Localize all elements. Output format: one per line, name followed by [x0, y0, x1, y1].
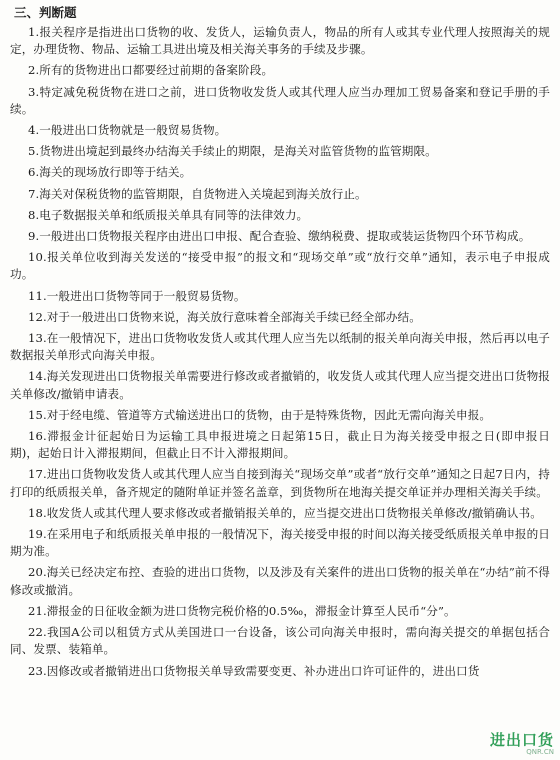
question-item: 16.滞报金计征起始日为运输工具申报进境之日起第15日，截止日为海关接受申报之日(即申报日期)，起始日计入滞报期间，但截止日不计入滞报期间。 [10, 429, 550, 461]
question-item: 23.因修改或者撤销进出口货物报关单导致需要变更、补办进出口许可证件的，进出口货 [28, 663, 480, 678]
question-item: 18.收发货人或其代理人要求修改或者撤销报关单的，应当提交进出口货物报关单修改/撤销确认书。 [28, 505, 542, 520]
question-item: 21.滞报金的日征收金额为进口货物完税价格的0.5‰，滞报金计算至人民币“分”。 [28, 603, 456, 618]
question-item: 8.电子数据报关单和纸质报关单具有同等的法律效力。 [28, 207, 309, 222]
watermark-url: QNR.CN [526, 748, 554, 756]
question-item: 4.一般进出口货物就是一般贸易货物。 [28, 123, 227, 138]
question-item: 14.海关发现进出口货物报关单需要进行修改或者撤销的，收发货人或其代理人应当提交进出口货物报关单修改/撤销申请表。 [10, 369, 550, 401]
question-item: 20.海关已经决定布控、查验的进出口货物，以及涉及有关案件的进出口货物的报关单在“办结”前不得修改或撤消。 [10, 565, 550, 597]
question-item: 1.报关程序是指进出口货物的收、发货人，运输负责人，物品的所有人或其专业代理人按照海关的规定，办理货物、物品、运输工具进出境及相关海关事务的手续及步骤。 [10, 25, 550, 57]
question-item: 13.在一般情况下，进出口货物收发货人或其代理人应当先以纸制的报关单向海关申报，然后再以电子数据报关单形式向海关申报。 [10, 331, 550, 363]
question-item: 17.进出口货物收发货人或其代理人应当自接到海关“现场交单”或者“放行交单”通知之日起7日内，持打印的纸质报关单，备齐规定的随附单证并签名盖章，到货物所在地海关提交单证并办理相关海关手续。 [10, 467, 550, 499]
question-item: 7.海关对保税货物的监管期限，自货物进入关境起到海关放行止。 [28, 186, 367, 201]
question-item: 3.特定减免税货物在进口之前，进口货物收发货人或其代理人应当办理加工贸易备案和登记手册的手续。 [10, 84, 550, 116]
site-watermark [490, 729, 554, 756]
section-title: 三、判断题 [14, 5, 77, 20]
question-item: 10.报关单位收到海关发送的“接受申报”的报文和“现场交单”或“放行交单”通知，表示电子申报成功。 [10, 250, 550, 282]
question-item: 22.我国A公司以租赁方式从美国进口一台设备，该公司向海关申报时，需向海关提交的单据包括合同、发票、装箱单。 [10, 625, 550, 657]
question-item: 12.对于一般进出口货物来说，海关放行意味着全部海关手续已经全部办结。 [28, 309, 421, 324]
question-item: 9.一般进出口货物报关程序由进出口申报、配合查验、缴纳税费、提取或装运货物四个环节构成。 [28, 229, 531, 244]
watermark-logo: 进出口货 [489, 731, 554, 749]
question-item: 2.所有的货物进出口都要经过前期的备案阶段。 [28, 63, 274, 78]
question-list [10, 24, 550, 680]
question-item: 5.货物进出境起到最终办结海关手续止的期限，是海关对监管货物的监管期限。 [28, 144, 437, 159]
question-item: 11.一般进出口货物等同于一般贸易货物。 [28, 288, 246, 303]
question-item: 15.对于经电缆、管道等方式输送进出口的货物，由于是特殊货物，因此无需向海关申报。 [28, 407, 492, 422]
question-item: 19.在采用电子和纸质报关单申报的一般情况下，海关接受申报的时间以海关接受纸质报关单申报的日期为准。 [10, 527, 550, 559]
question-item: 6.海关的现场放行即等于结关。 [28, 165, 192, 180]
